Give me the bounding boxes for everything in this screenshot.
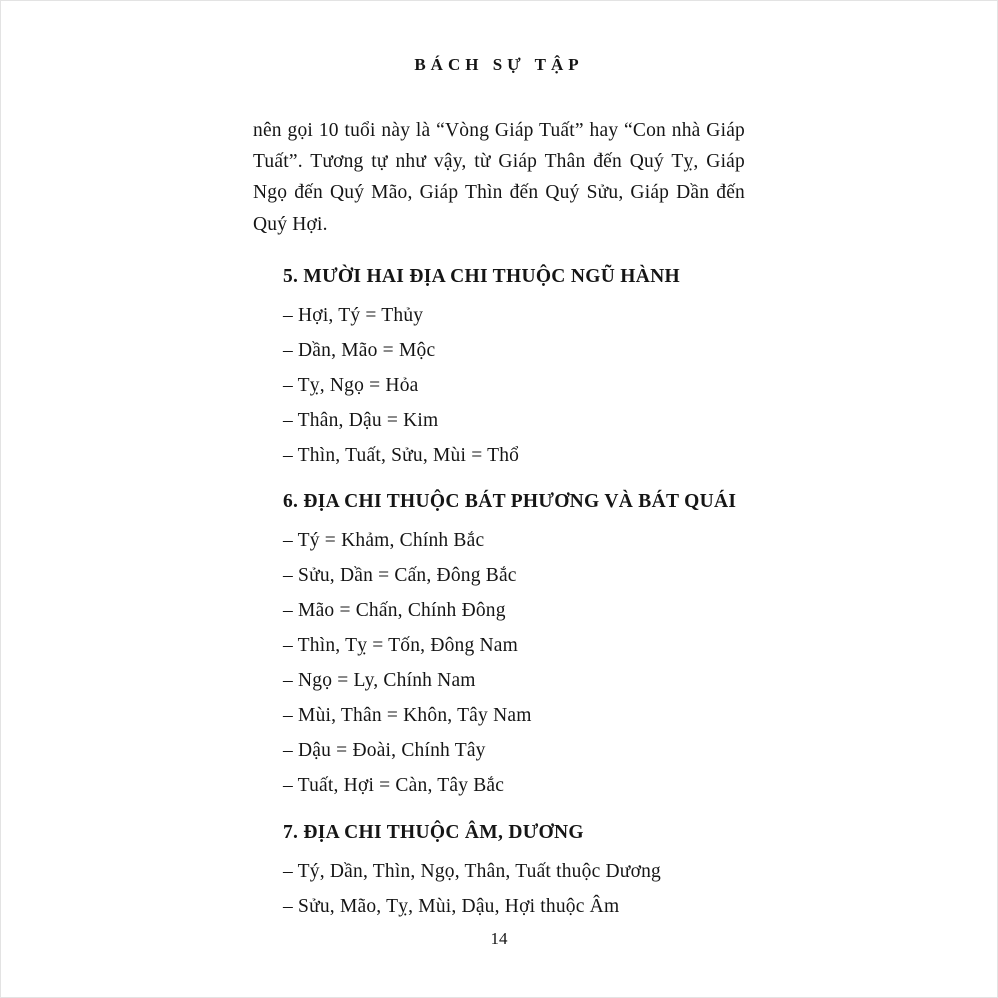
list-item: – Thìn, Tuất, Sửu, Mùi = Thổ <box>283 444 520 466</box>
section-7-list <box>283 862 745 917</box>
list-item: – Thân, Dậu = Kim <box>283 409 439 431</box>
intro-paragraph: nên gọi 10 tuổi này là “Vòng Giáp Tuất” hay “Con nhà Giáp Tuất”. Tương tự như vậy, từ Giáp Thân đến Quý Tỵ, Giáp Ngọ đến Quý Mão, Giáp Thìn đến Quý Sửu, Giáp Dần đến Quý Hợi. <box>253 120 745 235</box>
list-item: – Tý = Khảm, Chính Bắc <box>283 530 485 552</box>
page-content <box>253 115 745 916</box>
list-item: – Tuất, Hợi = Càn, Tây Bắc <box>283 775 505 797</box>
section-5 <box>283 266 745 466</box>
list-item: – Sửu, Dần = Cấn, Đông Bắc <box>283 565 517 587</box>
list-item: – Dần, Mão = Mộc <box>283 339 436 361</box>
section-heading: 5. MƯỜI HAI ĐỊA CHI THUỘC NGŨ HÀNH <box>283 265 680 287</box>
list-item: – Thìn, Tỵ = Tốn, Đông Nam <box>283 635 519 657</box>
list-item: – Ngọ = Ly, Chính Nam <box>283 670 476 692</box>
list-item: – Sửu, Mão, Tỵ, Mùi, Dậu, Hợi thuộc Âm <box>283 895 620 917</box>
section-7 <box>283 822 745 917</box>
section-heading: 7. ĐỊA CHI THUỘC ÂM, DƯƠNG <box>283 821 584 843</box>
running-head: BÁCH SỰ TẬP <box>414 55 584 74</box>
list-item: – Tỵ, Ngọ = Hỏa <box>283 374 419 396</box>
list-item: – Mão = Chấn, Chính Đông <box>283 600 506 622</box>
section-5-list <box>283 306 745 466</box>
section-6 <box>283 491 745 796</box>
list-item: – Hợi, Tý = Thủy <box>283 304 424 326</box>
list-item: – Tý, Dần, Thìn, Ngọ, Thân, Tuất thuộc Dương <box>283 860 661 882</box>
section-6-list <box>283 531 745 796</box>
section-heading: 6. ĐỊA CHI THUỘC BÁT PHƯƠNG VÀ BÁT QUÁI <box>283 491 737 513</box>
page-number: 14 <box>490 929 508 948</box>
list-item: – Dậu = Đoài, Chính Tây <box>283 740 486 762</box>
list-item: – Mùi, Thân = Khôn, Tây Nam <box>283 705 532 727</box>
